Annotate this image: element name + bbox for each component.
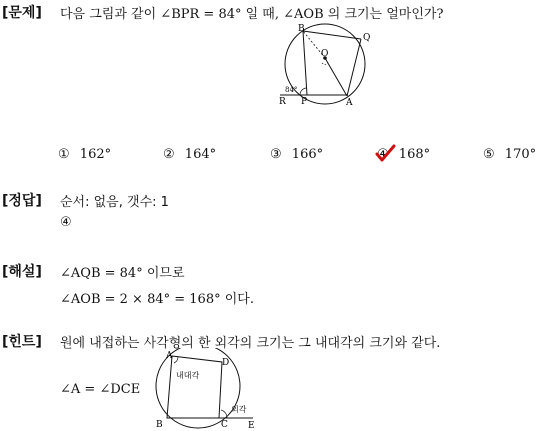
inscribed-quadrilateral xyxy=(167,356,222,418)
hint-label-e: E xyxy=(248,421,255,431)
label-b: B xyxy=(298,24,305,34)
explanation-tag: [해설] xyxy=(2,264,42,280)
choice-4[interactable] xyxy=(377,147,430,162)
choice-1-number: ① xyxy=(58,147,70,162)
hint-label-c: C xyxy=(221,420,228,430)
choice-5[interactable] xyxy=(483,147,536,162)
label-r: R xyxy=(279,97,286,107)
choice-2-number: ② xyxy=(163,147,175,162)
answer-line2: ④ xyxy=(60,215,72,230)
choice-3-value: 166° xyxy=(291,147,324,162)
answer-line1: 순서: 없음, 갯수: 1 xyxy=(60,195,169,210)
choice-4-number: ④ xyxy=(377,147,389,162)
hint-figure xyxy=(150,348,265,431)
choice-3-number: ③ xyxy=(270,147,282,162)
center-angle-arc xyxy=(322,63,328,64)
hint-label-outer-angle: 외각 xyxy=(231,405,247,414)
hint-label-d: D xyxy=(222,358,230,368)
explanation-line1: ∠AQB = 84° 이므로 xyxy=(60,266,185,281)
choice-2[interactable] xyxy=(163,147,216,162)
hint-label-a: A xyxy=(166,351,173,361)
segment-oa xyxy=(325,58,347,96)
choice-3[interactable] xyxy=(270,147,323,162)
choice-4-value: 168° xyxy=(398,147,431,162)
hint-formula: ∠A = ∠DCE xyxy=(60,382,141,397)
label-o: O xyxy=(321,49,329,59)
explanation-line2: ∠AOB = 2 × 84° = 168° 이다. xyxy=(60,292,254,307)
hint-tag: [힌트] xyxy=(2,334,42,350)
label-angle-84: 84° xyxy=(285,86,298,94)
label-a: A xyxy=(346,98,353,108)
label-p: P xyxy=(301,97,308,107)
hint-label-b: B xyxy=(156,420,163,430)
choice-5-number: ⑤ xyxy=(483,147,495,162)
checkmark-icon xyxy=(374,144,396,164)
segment-bp xyxy=(303,31,307,95)
choice-2-value: 164° xyxy=(184,147,217,162)
angle-a-arc xyxy=(174,357,178,363)
answer-tag: [정답] xyxy=(2,193,42,209)
hint-text: 원에 내접하는 사각형의 한 외각의 크기는 그 내대각의 크기와 같다. xyxy=(60,336,441,351)
question-tag: [문제] xyxy=(2,5,42,21)
choice-1-value: 162° xyxy=(79,147,112,162)
choice-1[interactable] xyxy=(58,147,111,162)
label-q: Q xyxy=(363,33,371,43)
hint-label-inner-angle: 내대각 xyxy=(176,371,200,380)
angle-bpr-arc xyxy=(300,88,306,95)
choice-5-value: 170° xyxy=(504,147,537,162)
segment-qa xyxy=(347,39,361,96)
question-text: 다음 그림과 같이 ∠BPR = 84° 일 때, ∠AOB 의 크기는 얼마인가? xyxy=(60,7,444,22)
question-figure xyxy=(270,20,380,112)
